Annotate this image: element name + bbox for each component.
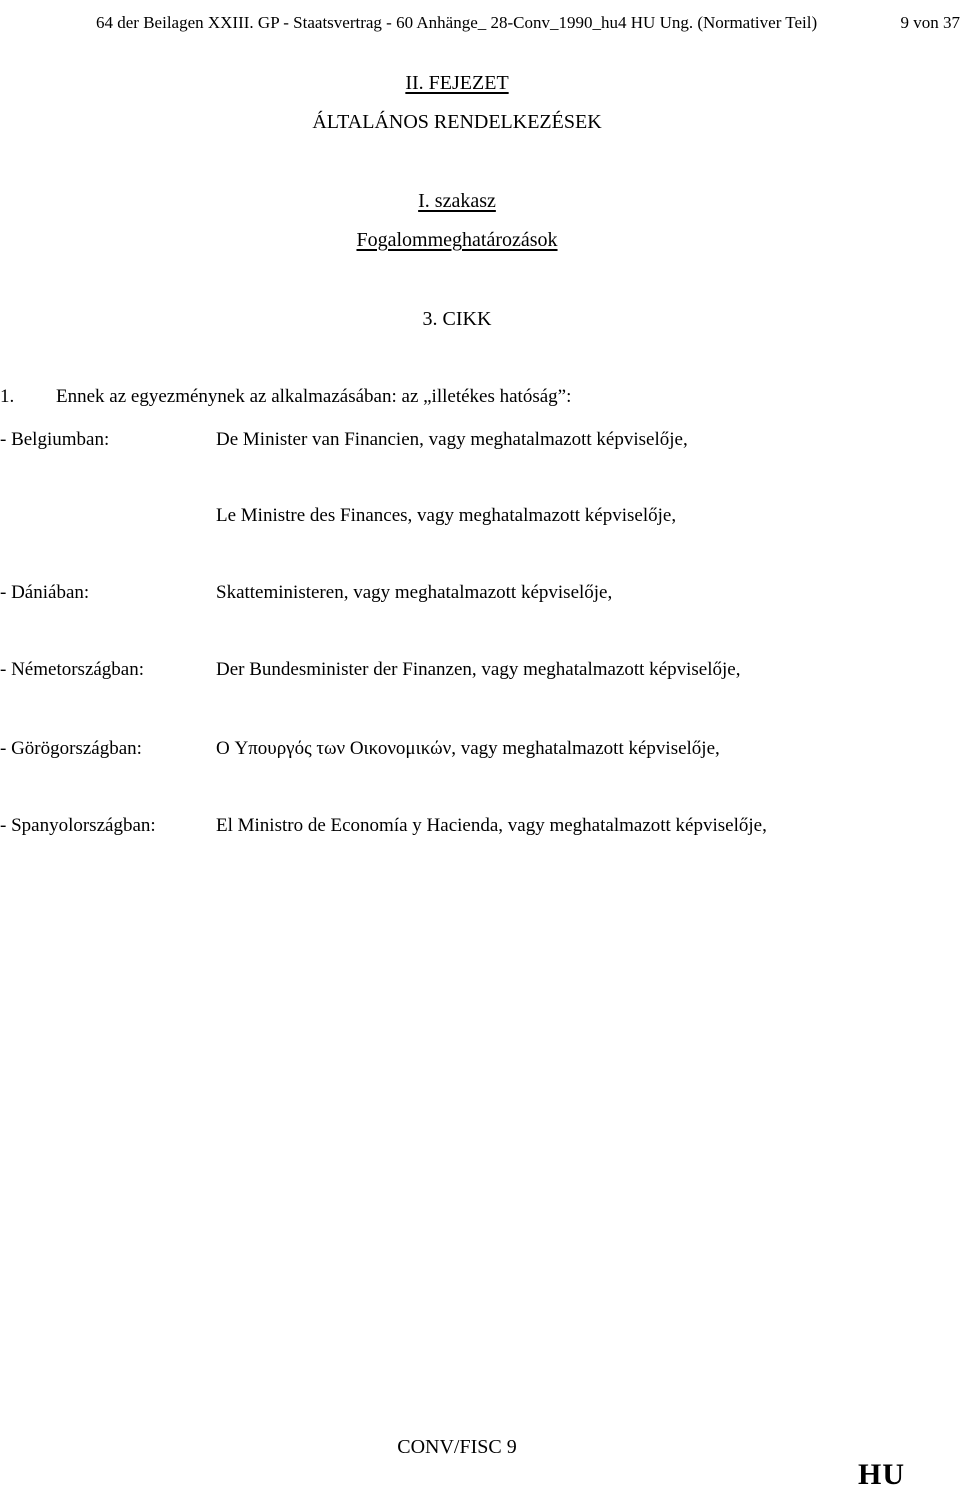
authority-name: O Υπουργός των Οικονομικών, vagy meghatalmazott képviselője, xyxy=(216,738,720,759)
authority-country: - Görögországban: xyxy=(0,738,142,759)
header-page-count: 9 von 37 xyxy=(900,13,960,32)
section-title: Fogalommeghatározások xyxy=(356,229,558,251)
chapter-title: ÁLTALÁNOS RENDELKEZÉSEK xyxy=(312,111,602,133)
authority-name: El Ministro de Economía y Hacienda, vagy meghatalmazott képviselője, xyxy=(216,815,767,836)
authority-country: - Németországban: xyxy=(0,659,145,680)
paragraph-text: Ennek az egyezménynek az alkalmazásában: az „illetékes hatóság”: xyxy=(56,386,572,407)
paragraph-number: 1. xyxy=(0,386,15,407)
authority-name: De Minister van Financien, vagy meghatalmazott képviselője, xyxy=(216,429,688,450)
document-code: CONV/FISC 9 xyxy=(397,1436,517,1458)
authority-country: - Spanyolországban: xyxy=(0,815,156,836)
authority-name: Skatteministeren, vagy meghatalmazott képviselője, xyxy=(216,582,613,603)
header-document-title: 64 der Beilagen XXIII. GP - Staatsvertrag - 60 Anhänge_ 28-Conv_1990_hu4 HU Ung. (Normativer Teil) xyxy=(96,13,818,32)
authority-name: Der Bundesminister der Finanzen, vagy meghatalmazott képviselője, xyxy=(216,659,741,680)
page-header xyxy=(0,10,960,36)
authority-country: - Belgiumban: xyxy=(0,429,110,450)
article-number: 3. CIKK xyxy=(422,308,492,330)
paragraph-1 xyxy=(0,384,571,410)
authority-name: Le Ministre des Finances, vagy meghatalmazott képviselője, xyxy=(216,505,677,526)
language-code: HU xyxy=(858,1458,905,1491)
authority-country: - Dániában: xyxy=(0,582,90,603)
section-number: I. szakasz xyxy=(418,190,496,212)
chapter-number: II. FEJEZET xyxy=(405,72,509,94)
